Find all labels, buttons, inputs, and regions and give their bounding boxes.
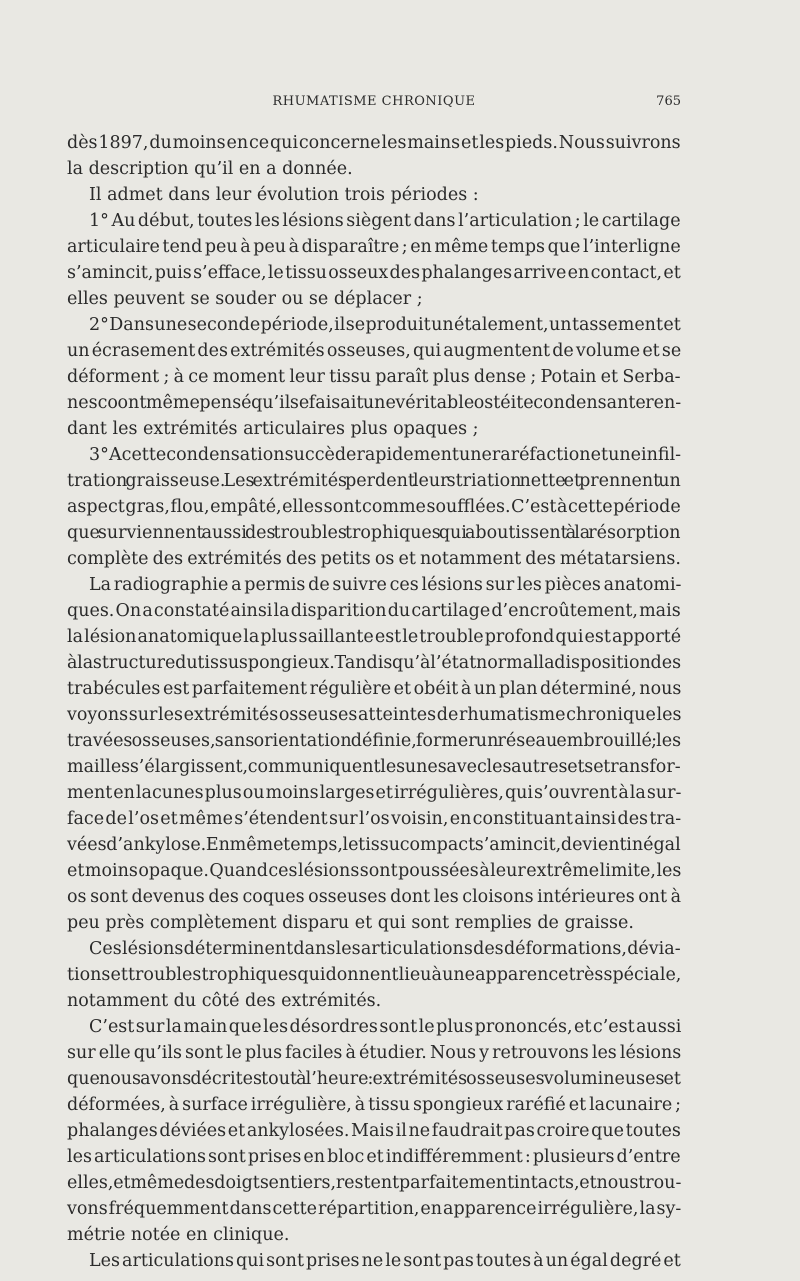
text-line: dès 1897, du moins en ce qui concerne les mains et les pieds. Nous suivrons bbox=[67, 133, 681, 153]
text-line: vées d’ankylose. En même temps, le tissu compact s’amincit, devient inégal bbox=[67, 835, 681, 855]
text-line: ques. On a constaté ainsi la disparition du cartilage d’encroûtement, mais bbox=[67, 601, 681, 621]
text-line: déformées, à surface irrégulière, à tissu spongieux raréfié et lacunaire ; bbox=[67, 1095, 682, 1115]
text-line: La radiographie a permis de suivre ces lésions sur les pièces anatomi- bbox=[89, 575, 682, 595]
body-text bbox=[67, 130, 681, 1274]
text-line: mailles s’élargissent, communiquent les unes avec les autres et se transfor- bbox=[67, 757, 681, 777]
page-number: 765 bbox=[656, 94, 681, 109]
text-line: tration graisseuse. Les extrémités perdent leur striation nette et prennent un bbox=[67, 471, 681, 491]
text-line: les articulations sont prises en bloc et indifféremment : plusieurs d’entre bbox=[67, 1147, 681, 1167]
text-line: sur elle qu’ils sont le plus faciles à étudier. Nous y retrouvons les lésions bbox=[67, 1043, 682, 1063]
text-line: Les articulations qui sont prises ne le sont pas toutes à un égal degré et bbox=[89, 1251, 681, 1271]
text-line: métrie notée en clinique. bbox=[67, 1225, 290, 1245]
text-line: et moins opaque. Quand ces lésions sont poussées à leur extrême limite, les bbox=[67, 861, 682, 881]
text-line: Il admet dans leur évolution trois périodes : bbox=[89, 185, 479, 205]
text-line: tions et troubles trophiques qui donnent lieu à une apparence très spéciale, bbox=[67, 965, 682, 985]
text-line: la lésion anatomique la plus saillante est le trouble profond qui est apporté bbox=[67, 627, 682, 647]
text-line: C’est sur la main que les désordres sont le plus prononcés, et c’est aussi bbox=[89, 1017, 682, 1037]
text-line: s’amincit, puis s’efface, le tissu osseux des phalanges arrive en contact, et bbox=[67, 263, 681, 283]
text-line: complète des extrémités des petits os et notamment des métatarsiens. bbox=[67, 549, 681, 569]
text-line: 2° Dans une seconde période, il se produit un étalement, un tassement et bbox=[89, 315, 681, 335]
text-line: la description qu’il en a donnée. bbox=[67, 159, 353, 179]
text-line: phalanges déviées et ankylosées. Mais il ne faudrait pas croire que toutes bbox=[67, 1121, 681, 1141]
text-line: 3° A cette condensation succède rapidement une raréfaction et une infil- bbox=[89, 445, 682, 465]
text-line: peu près complètement disparu et qui sont remplies de graisse. bbox=[67, 913, 634, 933]
text-line: que surviennent aussi des troubles trophiques qui aboutissent à la résorption bbox=[67, 523, 681, 543]
text-line: travées osseuses, sans orientation définie, former un réseau embrouillé ; les bbox=[67, 731, 682, 751]
text-line: Ces lésions déterminent dans les articulations des déformations, dévia- bbox=[89, 939, 681, 959]
text-line: ment en lacunes plus ou moins larges et irrégulières, qui s’ouvrent à la sur- bbox=[67, 783, 682, 803]
text-line: trabécules est parfaitement régulière et obéit à un plan déterminé, nous bbox=[67, 679, 682, 699]
text-line: un écrasement des extrémités osseuses, qui augmentent de volume et se bbox=[67, 341, 682, 361]
text-line: déforment ; à ce moment leur tissu paraît plus dense ; Potain et Serba- bbox=[67, 367, 681, 387]
text-line: à la structure du tissu spongieux. Tandis qu’à l’état normal la disposition des bbox=[67, 653, 682, 673]
text-line: vons fréquemment dans cette répartition, en apparence irrégulière, la sy- bbox=[67, 1199, 682, 1219]
text-line: nesco ont même pensé qu’il se faisait une véritable ostéite condensante ren- bbox=[67, 393, 682, 413]
text-line: face de l’os et même s’étendent sur l’os voisin, en constituant ainsi des tra- bbox=[67, 809, 682, 829]
text-line: que nous avons décrites tout à l’heure : extrémités osseuses volumineuses et bbox=[67, 1069, 681, 1089]
text-line: 1° Au début, toutes les lésions siègent dans l’articulation ; le cartilage bbox=[89, 211, 681, 231]
page-header bbox=[67, 94, 681, 114]
running-title: RHUMATISME CHRONIQUE bbox=[272, 94, 476, 109]
text-line: elles peuvent se souder ou se déplacer ; bbox=[67, 289, 423, 309]
text-line: articulaire tend peu à peu à disparaître ; en même temps que l’interligne bbox=[67, 237, 681, 257]
text-line: aspect gras, flou, empâté, elles sont comme soufflées. C’est à cette période bbox=[67, 497, 681, 517]
text-line: elles, et même des doigts entiers, restent parfaitement intacts, et nous trou- bbox=[67, 1173, 682, 1193]
text-line: voyons sur les extrémités osseuses atteintes de rhumatisme chronique les bbox=[67, 705, 682, 725]
text-line: os sont devenus des coques osseuses dont les cloisons intérieures ont à bbox=[67, 887, 682, 907]
text-line: notamment du côté des extrémités. bbox=[67, 991, 382, 1011]
text-line: dant les extrémités articulaires plus opaques ; bbox=[67, 419, 479, 439]
